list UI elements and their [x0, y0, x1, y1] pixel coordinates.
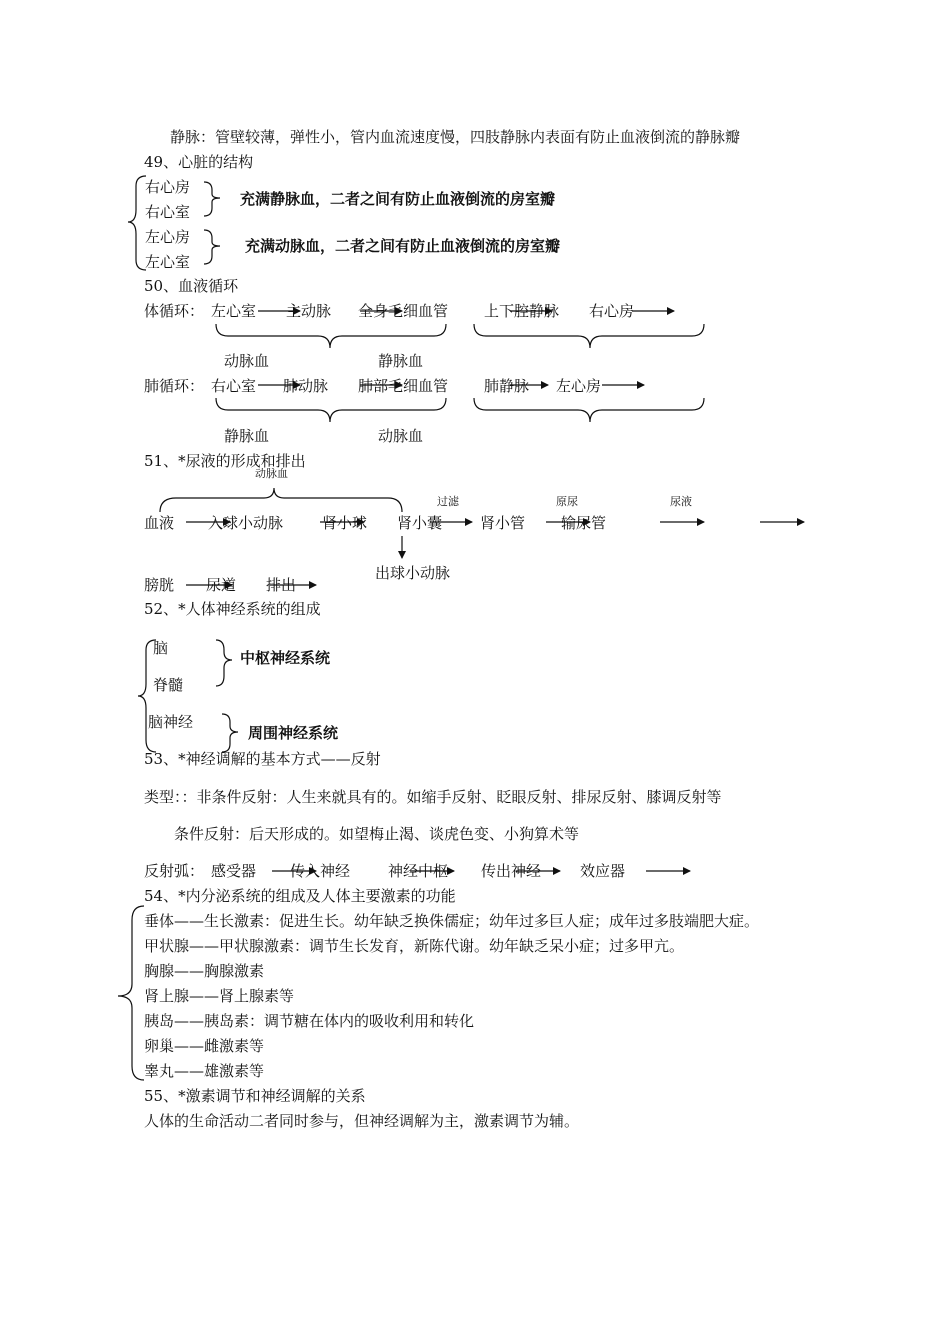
urine-glomerulus: 肾小球	[322, 514, 368, 532]
arc-efferent: 传出神经	[481, 862, 542, 880]
urine-ureter: 输尿管	[561, 514, 607, 532]
arrow-label-primary-urine: 原尿	[556, 495, 578, 508]
brace-50-pul-right	[474, 398, 704, 422]
central-nervous-system: 中枢神经系统	[240, 649, 331, 667]
sys-blood-left: 动脉血	[224, 352, 270, 370]
brace-52-peripheral	[222, 714, 238, 752]
pul-blood-left: 静脉血	[224, 427, 270, 445]
item-right-atrium: 右心房	[145, 178, 191, 196]
vein-text: 静脉：管壁较薄，弹性小，管内血流速度慢，四肢静脉内表面有防止血液倒流的静脉瓣	[170, 128, 741, 146]
brace-49-outer	[128, 176, 146, 270]
hormone-line: 垂体——生长激素：促进生长。幼年缺乏换侏儒症；幼年过多巨人症；成年过多肢端肥大症。	[144, 912, 760, 930]
reflex-conditional: 条件反射：后天形成的。如望梅止渴、谈虎色变、小狗算术等	[174, 825, 580, 843]
sys-node-right-atrium: 右心房	[589, 302, 635, 320]
arc-effector: 效应器	[580, 862, 626, 880]
pul-node-left-atrium: 左心房	[556, 377, 602, 395]
urine-blood: 血液	[144, 514, 175, 532]
reflex-arc-label: 反射弧：	[144, 862, 205, 880]
urine-urethra: 尿道	[206, 576, 237, 594]
brace-52-central	[216, 640, 232, 686]
sys-node-capillaries: 全身毛细血管	[358, 302, 449, 320]
systemic-label: 体循环：	[144, 302, 205, 320]
pul-node-pulmonary-vein: 肺静脉	[484, 377, 530, 395]
top-label-arterial: 动脉血	[255, 467, 288, 480]
brace-50-sys-left	[216, 324, 446, 348]
hormone-line: 睾丸——雄激素等	[144, 1062, 265, 1080]
arc-center: 神经中枢	[388, 862, 449, 880]
hormone-line: 胸腺——胸腺激素	[144, 962, 265, 980]
item-right-ventricle: 右心室	[145, 203, 191, 221]
brace-49-right-1	[204, 182, 220, 216]
pul-node-right-ventricle: 右心室	[211, 377, 257, 395]
arc-receptor: 感受器	[211, 862, 257, 880]
urine-bladder: 膀胱	[144, 576, 175, 594]
brace-54-outer	[118, 906, 144, 1080]
item-left-atrium: 左心房	[145, 228, 191, 246]
relation-text: 人体的生命活动二者同时参与，但神经调解为主，激素调节为辅。	[144, 1112, 580, 1130]
arrow-label-filter: 过滤	[437, 495, 459, 508]
pul-blood-right: 动脉血	[378, 427, 424, 445]
arc-afferent: 传入神经	[290, 862, 351, 880]
sys-node-aorta: 主动脉	[286, 302, 332, 320]
heading-55: 55、*激素调节和神经调解的关系	[144, 1087, 366, 1105]
urine-afferent: 入球小动脉	[208, 514, 284, 532]
arrow-label-urine: 尿液	[670, 495, 692, 508]
hormone-line: 胰岛——胰岛素：调节糖在体内的吸收利用和转化	[144, 1012, 475, 1030]
note-left-heart: 充满动脉血，二者之间有防止血液倒流的房室瓣	[245, 237, 561, 255]
pul-node-capillaries: 肺部毛细血管	[358, 377, 449, 395]
nerve-cranial: 脑神经	[148, 713, 194, 731]
hormone-line: 甲状腺——甲状腺激素：调节生长发育，新陈代谢。幼年缺乏呆小症；过多甲亢。	[144, 937, 685, 955]
heading-53: 53、*神经调解的基本方式——反射	[144, 750, 381, 768]
urine-capsule: 肾小囊	[397, 514, 443, 532]
urine-efferent: 出球小动脉	[375, 564, 451, 582]
sys-node-vena-cava: 上下腔静脉	[484, 302, 560, 320]
peripheral-nervous-system: 周围神经系统	[248, 724, 339, 742]
sys-node-left-ventricle: 左心室	[211, 302, 257, 320]
item-left-ventricle: 左心室	[145, 253, 191, 271]
heading-50: 50、血液循环	[144, 277, 239, 295]
pul-node-pulmonary-artery: 肺动脉	[283, 377, 329, 395]
brace-50-pul-left	[216, 398, 446, 422]
nerve-brain: 脑	[153, 639, 169, 657]
heading-54: 54、*内分泌系统的组成及人体主要激素的功能	[144, 887, 456, 905]
hormone-line: 肾上腺——肾上腺素等	[144, 987, 295, 1005]
nerve-spinal-cord: 脊髓	[153, 676, 184, 694]
pulmonary-label: 肺循环：	[144, 377, 205, 395]
brace-51-top	[160, 488, 402, 512]
heading-51: 51、*尿液的形成和排出	[144, 452, 306, 470]
sys-blood-right: 静脉血	[378, 352, 424, 370]
note-right-heart: 充满静脉血，二者之间有防止血液倒流的房室瓣	[240, 190, 556, 208]
urine-tubule: 肾小管	[480, 514, 526, 532]
urine-out: 排出	[266, 576, 297, 594]
brace-49-right-2	[204, 230, 220, 264]
hormone-line: 卵巢——雌激素等	[144, 1037, 265, 1055]
brace-50-sys-right	[474, 324, 704, 348]
heading-52: 52、*人体神经系统的组成	[144, 600, 321, 618]
heading-49: 49、心脏的结构	[144, 153, 254, 171]
reflex-types: 类型：：非条件反射：人生来就具有的。如缩手反射、眨眼反射、排尿反射、膝调反射等	[144, 788, 722, 806]
